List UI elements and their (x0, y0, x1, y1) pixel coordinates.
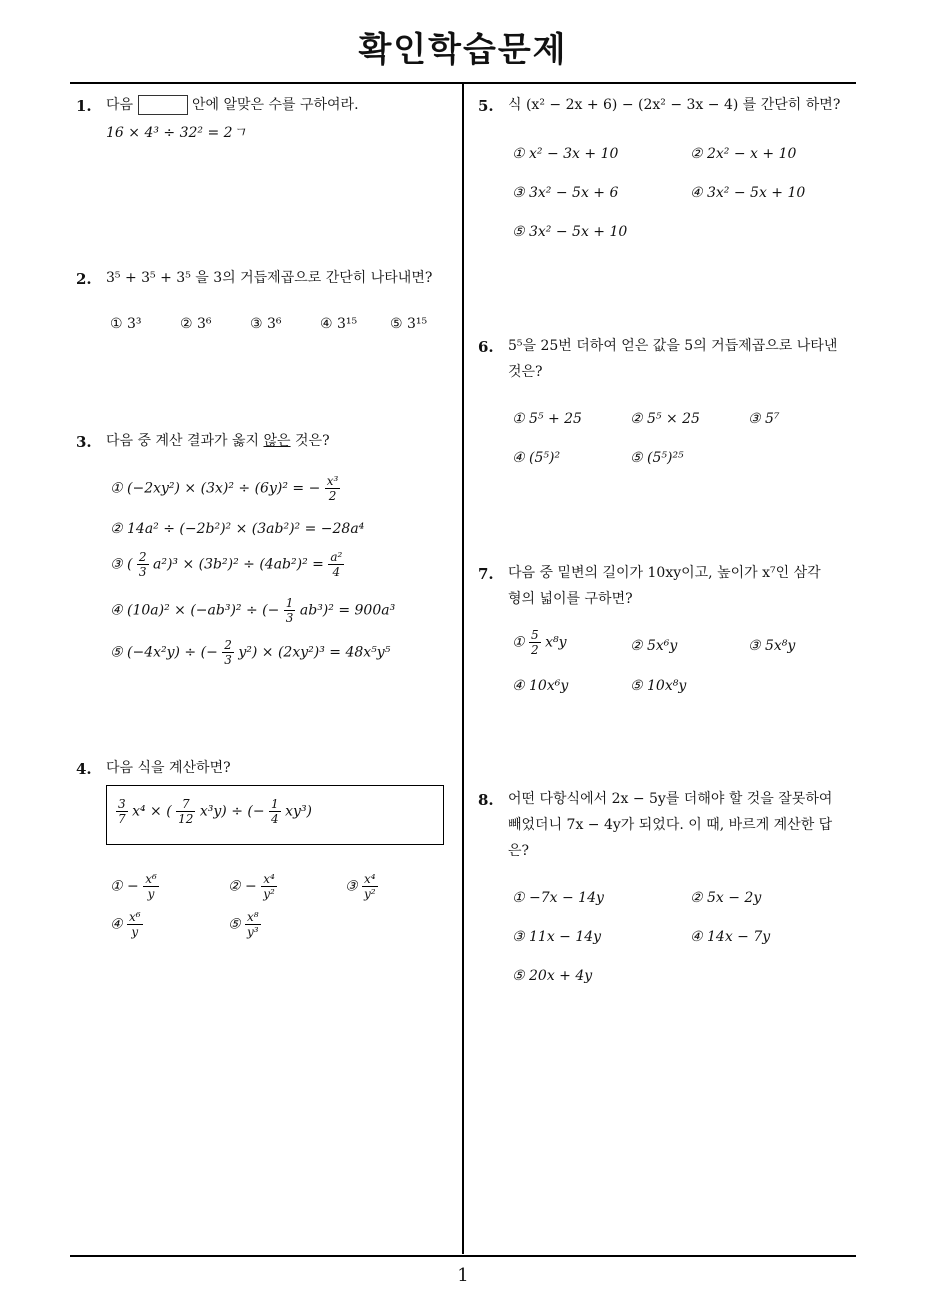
option-3[interactable]: ③ 3⁶ (250, 316, 282, 332)
option-text: ab³)² = 900a³ (299, 602, 396, 619)
option-1[interactable]: ① 3³ (110, 316, 142, 332)
option-3[interactable] (345, 872, 378, 901)
page-number: 1 (457, 1265, 469, 1286)
option-1[interactable]: ① 5⁵ + 25 (512, 411, 582, 427)
option-2[interactable]: ② 5x − 2y (690, 890, 762, 906)
question-text: 다음 중 밑변의 길이가 10xy이고, 높이가 x⁷인 삼각 (508, 565, 821, 581)
bottom-rule (70, 1255, 856, 1257)
question-text: 어떤 다항식에서 2x − 5y를 더해야 할 것을 잘못하여 (508, 791, 833, 807)
boxed-expression (116, 797, 312, 826)
option-2[interactable] (228, 872, 277, 901)
option-2[interactable]: ② 5x⁶y (630, 638, 678, 654)
question-text: 빼었더니 7x − 4y가 되었다. 이 때, 바르게 계산한 답 (508, 817, 833, 833)
option-text: a²)³ × (3b²)² ÷ (4ab²)² = (153, 556, 324, 573)
option-text: x⁸y (545, 634, 567, 651)
option-5[interactable] (228, 910, 261, 939)
option-4[interactable]: ④ 3x² − 5x + 10 (690, 185, 806, 201)
option-1[interactable] (110, 872, 159, 901)
fraction: $\frac{2}{3}$ (138, 550, 147, 579)
fraction: $\frac{1}{4}$ (271, 797, 279, 826)
option-label: ⑤ (228, 916, 241, 933)
question-number: 4. (76, 760, 92, 778)
fraction: $\frac{\text{x⁶}}{y}$ (129, 910, 141, 939)
expression-text: xy³) (285, 803, 313, 820)
answer-blank-box (138, 95, 188, 115)
option-3[interactable] (110, 550, 344, 579)
option-text: ④ (10a)² × (−ab³)² ÷ (− (110, 602, 280, 619)
fraction: $\frac{\text{x⁴}}{\text{y²}}$ (263, 872, 275, 901)
question-text: 것은? (508, 364, 543, 380)
option-4[interactable]: ④ 10x⁶y (512, 678, 569, 694)
option-5[interactable]: ⑤ (5⁵)²⁵ (630, 450, 684, 466)
fraction: $\frac{1}{3}$ (285, 596, 294, 625)
option-4[interactable]: ④ 14x − 7y (690, 929, 771, 945)
question-text: 안에 알맞은 수를 구하여라. (191, 97, 359, 113)
fraction: $\frac{\text{a²}}{4}$ (330, 550, 343, 579)
option-4[interactable] (110, 910, 143, 939)
question-text: 은? (508, 843, 530, 859)
option-2[interactable]: ② 5⁵ × 25 (630, 411, 700, 427)
option-1[interactable]: ① x² − 3x + 10 (512, 146, 619, 162)
question-number: 7. (478, 565, 494, 583)
fraction: $\frac{\text{x⁴}}{\text{y²}}$ (364, 872, 376, 901)
fraction: $\frac{\text{x⁶}}{y}$ (145, 872, 157, 901)
option-label: ③ (345, 878, 358, 895)
option-4[interactable]: ④ (5⁵)² (512, 450, 561, 466)
option-3[interactable]: ③ 3x² − 5x + 6 (512, 185, 619, 201)
question-number: 5. (478, 97, 494, 115)
question-number: 3. (76, 433, 92, 451)
question-number: 8. (478, 791, 494, 809)
option-4[interactable]: ④ 3¹⁵ (320, 316, 358, 332)
fraction: $\frac{2}{3}$ (224, 638, 232, 667)
option-5[interactable]: ⑤ 10x⁸y (630, 678, 687, 694)
option-5[interactable]: ⑤ 3¹⁵ (390, 316, 428, 332)
fraction: $\frac{\text{x³}}{2}$ (326, 474, 339, 503)
question-text: 형의 넓이를 구하면? (508, 591, 633, 607)
expression-text: x³y) ÷ (− (199, 803, 265, 820)
option-5[interactable] (110, 638, 390, 667)
option-label: ④ (110, 916, 123, 933)
option-1[interactable] (512, 628, 567, 657)
option-label: ② − (228, 878, 257, 895)
question-text: 것은? (295, 433, 330, 449)
question-text: 다음 식을 계산하면? (106, 760, 231, 776)
column-divider (462, 84, 464, 1254)
question-number: 6. (478, 338, 494, 356)
question-text: 3⁵ + 3⁵ + 3⁵ 을 3의 거듭제곱으로 간단히 나타내면? (106, 270, 433, 286)
fraction: $\frac{3}{7}$ (118, 797, 126, 826)
option-label: ① (512, 634, 525, 651)
option-1[interactable] (110, 474, 340, 503)
fraction: $\frac{\text{x⁸}}{\text{y³}}$ (247, 910, 259, 939)
question-text: 식 (x² − 2x + 6) − (2x² − 3x − 4) 를 간단히 하면? (508, 97, 841, 113)
question-text: 다음 중 계산 결과가 옳지 (106, 433, 260, 449)
option-5[interactable]: ⑤ 3x² − 5x + 10 (512, 224, 628, 240)
option-2[interactable]: ② 2x² − x + 10 (690, 146, 797, 162)
fraction: $\frac{7}{12}$ (178, 797, 194, 826)
page-title: 확인학습문제 (358, 30, 568, 70)
question-text: 다음 (106, 97, 134, 113)
question-text: 5⁵을 25번 더하여 얻은 값을 5의 거듭제곱으로 나타낸 (508, 338, 838, 354)
option-text: ⑤ (−4x²y) ÷ (− (110, 644, 218, 661)
underlined-word: 않은 (263, 433, 291, 449)
fraction: $\frac{5}{2}$ (531, 628, 539, 657)
option-3[interactable]: ③ 5⁷ (748, 411, 780, 427)
option-2[interactable]: ② 3⁶ (180, 316, 212, 332)
option-text: y²) × (2xy²)³ = 48x⁵y⁵ (238, 644, 391, 661)
expression-text: x⁴ × ( (132, 803, 172, 820)
option-5[interactable]: ⑤ 20x + 4y (512, 968, 593, 984)
math-expression: 16 × 4³ ÷ 32² = 2ㄱ (106, 125, 247, 141)
option-text: ① (−2xy²) × (3x)² ÷ (6y)² = − (110, 480, 321, 497)
option-4[interactable] (110, 596, 395, 625)
option-3[interactable]: ③ 11x − 14y (512, 929, 602, 945)
question-number: 2. (76, 270, 92, 288)
question-number: 1. (76, 97, 92, 115)
option-text: ③ ( (110, 556, 133, 573)
option-3[interactable]: ③ 5x⁸y (748, 638, 796, 654)
option-1[interactable]: ① −7x − 14y (512, 890, 604, 906)
option-label: ① − (110, 878, 139, 895)
option-2[interactable]: ② 14a² ÷ (−2b²)² × (3ab²)² = −28a⁴ (110, 521, 365, 537)
